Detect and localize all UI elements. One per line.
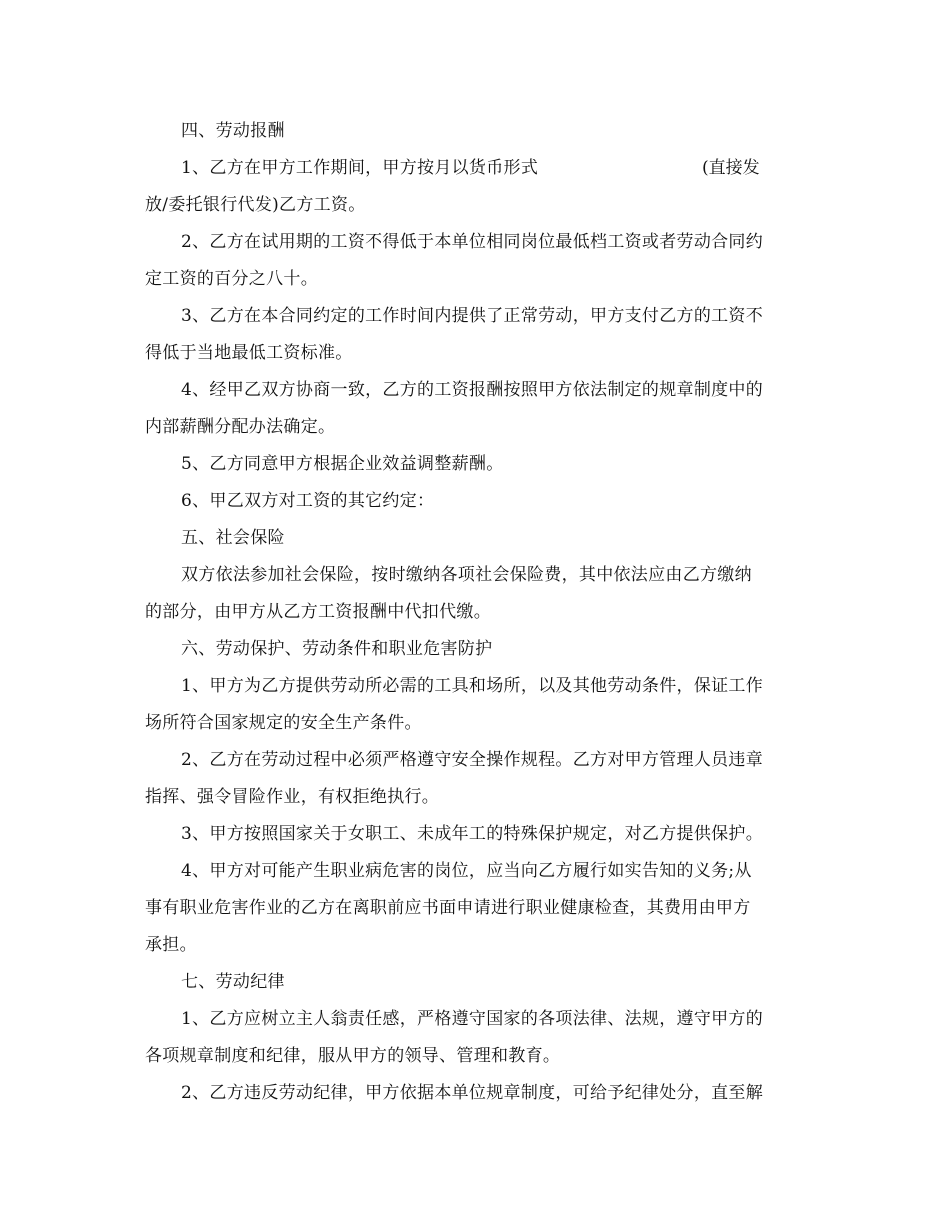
paragraph-line: 场所符合国家规定的安全生产条件。 [145,713,422,733]
paragraph-line: 承担。 [145,935,197,955]
paragraph-line: 事有职业危害作业的乙方在离职前应书面申请进行职业健康检查，其费用由甲方 [145,898,751,918]
paragraph-line: 的部分，由甲方从乙方工资报酬中代扣代缴。 [145,602,491,622]
section-heading-5: 五、社会保险 [181,528,285,548]
paragraph-line: 5、乙方同意甲方根据企业效益调整薪酬。 [181,454,504,474]
paragraph-line: 2、乙方在试用期的工资不得低于本单位相同岗位最低档工资或者劳动合同约 [181,232,764,252]
paragraph-line: 双方依法参加社会保险，按时缴纳各项社会保险费，其中依法应由乙方缴纳 [181,565,752,585]
payment-option-text: (直接发 [702,158,760,178]
paragraph-line: 1、乙方在甲方工作期间，甲方按月以货币形式 [181,158,539,178]
paragraph-line: 定工资的百分之八十。 [145,269,318,289]
paragraph-line: 指挥、强令冒险作业，有权拒绝执行。 [145,787,440,807]
paragraph-line: 1、甲方为乙方提供劳动所必需的工具和场所，以及其他劳动条件，保证工作 [181,676,764,696]
paragraph-line: 放/委托银行代发)乙方工资。 [145,195,366,215]
paragraph-line: 3、甲方按照国家关于女职工、未成年工的特殊保护规定，对乙方提供保护。 [181,824,764,844]
paragraph-line: 3、乙方在本合同约定的工作时间内提供了正常劳动，甲方支付乙方的工资不 [181,306,764,326]
section-heading-7: 七、劳动纪律 [181,972,285,992]
section-heading-4: 四、劳动报酬 [181,121,285,141]
paragraph-line: 得低于当地最低工资标准。 [145,343,353,363]
paragraph-line: 各项规章制度和纪律，服从甲方的领导、管理和教育。 [145,1046,561,1066]
section-heading-6: 六、劳动保护、劳动条件和职业危害防护 [181,639,493,659]
paragraph-line: 4、经甲乙双方协商一致，乙方的工资报酬按照甲方依法制定的规章制度中的 [181,380,764,400]
paragraph-line: 1、乙方应树立主人翁责任感，严格遵守国家的各项法律、法规，遵守甲方的 [181,1009,764,1029]
paragraph-line: 6、甲乙双方对工资的其它约定： [181,491,435,511]
paragraph-line: 4、甲方对可能产生职业病危害的岗位，应当向乙方履行如实告知的义务;从 [181,861,752,881]
paragraph-line: 2、乙方违反劳动纪律，甲方依据本单位规章制度，可给予纪律处分，直至解 [181,1083,764,1103]
paragraph-line: 2、乙方在劳动过程中必须严格遵守安全操作规程。乙方对甲方管理人员违章 [181,750,764,770]
paragraph-line: 内部薪酬分配办法确定。 [145,417,336,437]
